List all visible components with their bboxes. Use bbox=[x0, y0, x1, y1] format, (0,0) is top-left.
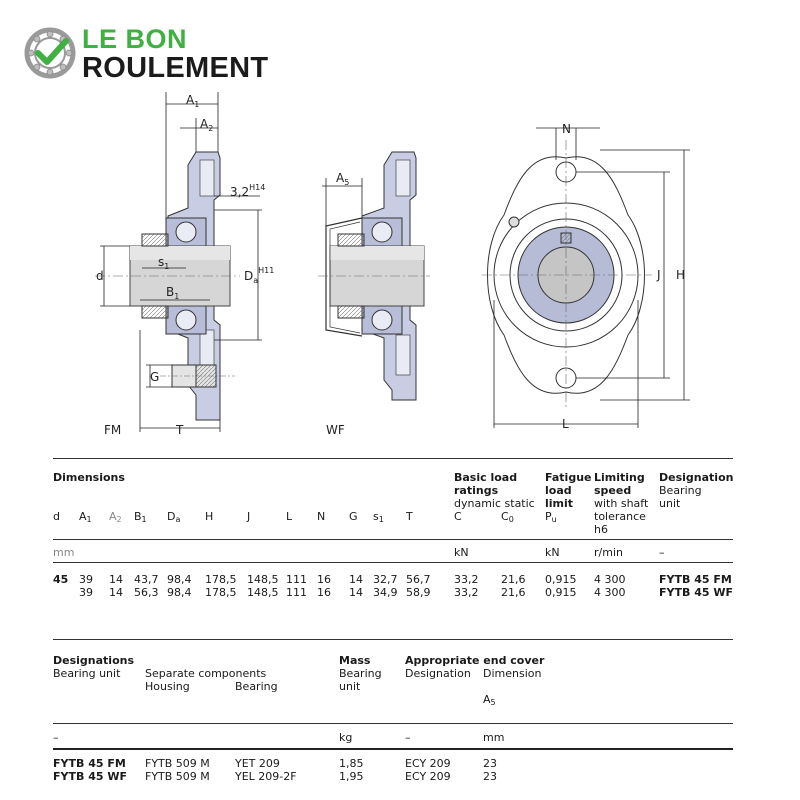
label-l: L bbox=[562, 417, 569, 431]
label-t: T bbox=[176, 423, 184, 437]
brand-line-1: LE BON bbox=[82, 24, 188, 54]
label-g: G bbox=[150, 370, 160, 384]
table2-top-rule bbox=[53, 639, 733, 640]
unit-mm: mm bbox=[53, 546, 75, 559]
col-n: N bbox=[317, 510, 326, 523]
bearing-logo-icon bbox=[24, 26, 84, 86]
wf-section-view bbox=[318, 152, 430, 400]
t1-header-designation-1: Designation bbox=[659, 471, 734, 484]
unit-kn-2: kN bbox=[545, 546, 560, 559]
t2-header-ec-dimension: Dimension bbox=[483, 667, 542, 680]
label-a1: $A_1$ bbox=[186, 93, 200, 109]
t1-header-fatigue-2: load bbox=[545, 484, 572, 497]
technical-drawing bbox=[0, 85, 800, 440]
col-d: d bbox=[53, 510, 60, 523]
table2-units-rule bbox=[53, 748, 733, 750]
table1-units-rule bbox=[53, 562, 733, 563]
t2-header-bearing-unit: Bearing unit bbox=[53, 667, 121, 680]
t1-header-fatigue-1: Fatigue bbox=[545, 471, 592, 484]
label-da: $D_a^{H11}$ bbox=[244, 266, 275, 285]
label-n: N bbox=[562, 122, 571, 136]
t1-header-limiting-1: Limiting bbox=[594, 471, 645, 484]
t2-unit-dash-2: – bbox=[405, 731, 411, 744]
label-a2: $A_2$ bbox=[200, 117, 214, 133]
table1-header-rule bbox=[53, 539, 733, 540]
unit-rmin: r/min bbox=[594, 546, 623, 559]
t1-header-limiting-2: speed bbox=[594, 484, 632, 497]
t2-header-mass: Mass bbox=[339, 654, 371, 667]
col-b1: $B_1$ bbox=[134, 510, 147, 524]
t1-header-basic-load: Basic load bbox=[454, 471, 518, 484]
t2-header-housing: Housing bbox=[145, 680, 190, 693]
t2-header-mass-3: unit bbox=[339, 680, 361, 693]
t1-header-limiting-4: tolerance bbox=[594, 510, 646, 523]
table2-header-rule bbox=[53, 723, 733, 724]
t1-header-ratings: ratings bbox=[454, 484, 499, 497]
col-j: J bbox=[247, 510, 251, 523]
col-t: T bbox=[406, 510, 413, 523]
label-3-2-h14: $3,2^{H14}$ bbox=[230, 183, 266, 199]
col-c: C bbox=[454, 510, 462, 523]
label-fm: FM bbox=[104, 423, 122, 437]
col-a2: $A_2$ bbox=[109, 510, 122, 524]
t2-header-ec-designation: Designation bbox=[405, 667, 471, 680]
col-c0: $C_0$ bbox=[501, 510, 514, 524]
label-b1: $B_1$ bbox=[166, 285, 180, 301]
t2-header-designations: Designations bbox=[53, 654, 135, 667]
col-l: L bbox=[286, 510, 293, 523]
col-a1: $A_1$ bbox=[79, 510, 92, 524]
t1-header-designation-3: unit bbox=[659, 497, 681, 510]
label-wf: WF bbox=[326, 423, 345, 437]
unit-dash: – bbox=[659, 546, 665, 559]
t2-header-a5: $A_5$ bbox=[483, 693, 496, 707]
t2-header-separate: Separate components bbox=[145, 667, 267, 680]
fm-section-view bbox=[95, 92, 262, 432]
label-s1: $s_1$ bbox=[158, 255, 170, 271]
t2-unit-kg: kg bbox=[339, 731, 353, 744]
t2-unit-dash-1: – bbox=[53, 731, 59, 744]
t2-header-end-cover: Appropriate end cover bbox=[405, 654, 545, 667]
col-pu: $P_u$ bbox=[545, 510, 557, 524]
label-h: H bbox=[676, 268, 686, 282]
t1-header-dyn-static: dynamic static bbox=[454, 497, 535, 510]
col-da: $D_a$ bbox=[167, 510, 181, 524]
label-j: J bbox=[657, 268, 661, 282]
t1-header-dimensions: Dimensions bbox=[53, 471, 125, 484]
col-s1: $s_1$ bbox=[373, 510, 384, 524]
label-a5: $A_5$ bbox=[336, 171, 350, 187]
unit-kn-1: kN bbox=[454, 546, 469, 559]
brand-line-2: ROULEMENT bbox=[82, 52, 269, 84]
t1-header-fatigue-3: limit bbox=[545, 497, 574, 510]
table1-top-rule bbox=[53, 458, 733, 459]
t1-header-designation-2: Bearing bbox=[659, 484, 702, 497]
col-h: H bbox=[205, 510, 214, 523]
col-g: G bbox=[349, 510, 358, 523]
t1-header-limiting-5: h6 bbox=[594, 523, 608, 536]
label-d: d bbox=[96, 269, 104, 283]
t2-header-bearing: Bearing bbox=[235, 680, 278, 693]
t2-header-mass-2: Bearing bbox=[339, 667, 382, 680]
t1-header-limiting-3: with shaft bbox=[594, 497, 649, 510]
t2-unit-mm: mm bbox=[483, 731, 505, 744]
